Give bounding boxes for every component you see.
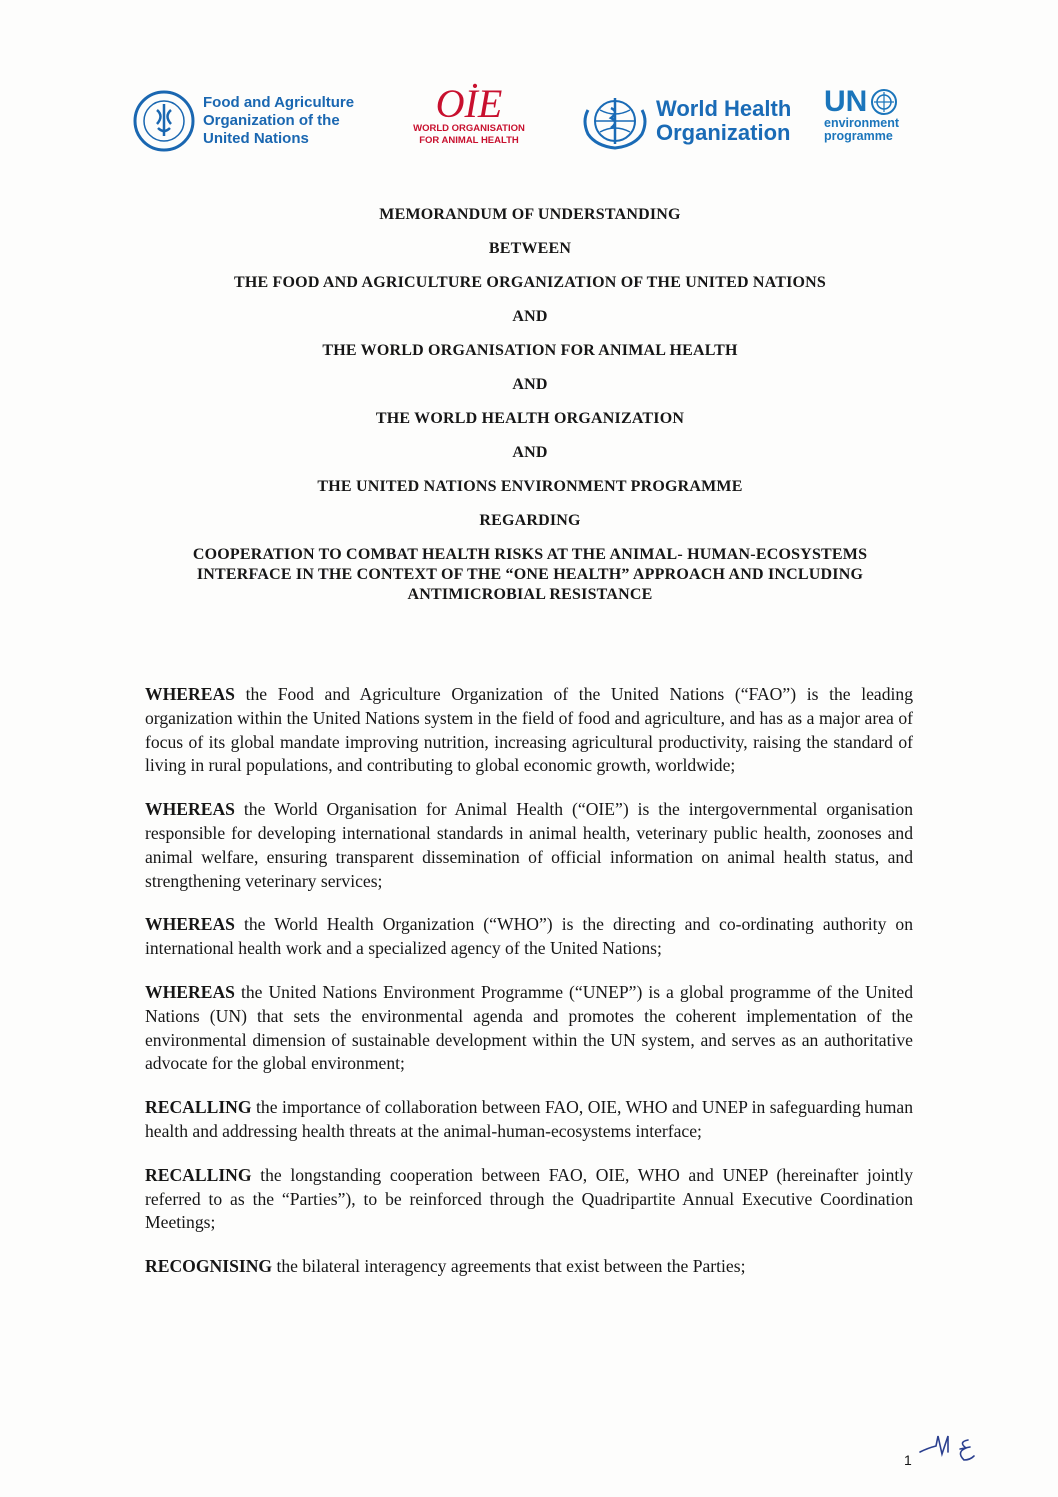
oie-mark: OİE bbox=[435, 81, 503, 126]
oie-name-line: WORLD ORGANISATION bbox=[413, 123, 525, 134]
title-line: THE UNITED NATIONS ENVIRONMENT PROGRAMME bbox=[317, 478, 743, 495]
title-line: AND bbox=[512, 444, 548, 461]
clause bbox=[145, 913, 913, 961]
clause-text: the importance of collaboration between FAO, OIE, WHO and UNEP in safeguarding human health and addressing health threats at the animal-human-ecosystems interface; bbox=[145, 1097, 913, 1141]
clause-text: the bilateral interagency agreements that exist between the Parties; bbox=[272, 1256, 746, 1277]
clause-text: the longstanding cooperation between FAO, OIE, WHO and UNEP (hereinafter jointly referred to as the “Parties”), to be reinforced through the Quadripartite Annual Executive Coordination Meetings; bbox=[145, 1164, 913, 1233]
document-title bbox=[140, 205, 920, 605]
clause bbox=[145, 1164, 913, 1235]
handwritten-initials bbox=[918, 1430, 998, 1470]
title-line: THE FOOD AND AGRICULTURE ORGANIZATION OF THE UNITED NATIONS bbox=[233, 274, 827, 291]
title-line: AND bbox=[512, 376, 548, 393]
logo-bar bbox=[0, 81, 1058, 155]
clause bbox=[145, 981, 913, 1076]
clause bbox=[145, 1096, 913, 1144]
clause bbox=[145, 683, 913, 778]
title-line: AND bbox=[512, 308, 548, 325]
clause-lead: WHEREAS bbox=[145, 684, 235, 704]
who-name-line: Organization bbox=[656, 120, 791, 145]
who-emblem-icon bbox=[580, 90, 650, 152]
unep-name bbox=[824, 117, 899, 143]
unep-logo bbox=[824, 87, 899, 143]
clause-lead: WHEREAS bbox=[145, 914, 235, 935]
un-emblem-icon bbox=[870, 88, 898, 116]
clause-text: the United Nations Environment Programme (“UNEP”) is a global programme of the United Nations (UN) that sets the environmental agenda and promotes the coherent implementation of the environmental dimension of sustainable development within the UN system, and serves as an authoritative advocate for the global environment; bbox=[145, 981, 913, 1074]
un-mark: UN bbox=[824, 85, 868, 118]
oie-logo bbox=[404, 81, 534, 147]
clause bbox=[145, 1255, 913, 1279]
title-line: THE WORLD ORGANISATION FOR ANIMAL HEALTH bbox=[322, 342, 738, 359]
clause-lead: RECALLING bbox=[145, 1164, 252, 1185]
clause-lead: WHEREAS bbox=[145, 981, 235, 1002]
title-line: MEMORANDUM OF UNDERSTANDING bbox=[379, 206, 681, 223]
clause-lead: WHEREAS bbox=[145, 799, 235, 820]
who-name-line: World Health bbox=[656, 96, 792, 121]
clause bbox=[145, 798, 913, 893]
fao-name-line: Organization of the bbox=[203, 112, 340, 129]
title-line: COOPERATION TO COMBAT HEALTH RISKS AT THE ANIMAL- HUMAN-ECOSYSTEMS INTERFACE IN THE CONTEXT OF THE “ONE HEALTH” APPROACH AND INCLUDING ANTIMICROBIAL RESISTANCE bbox=[192, 546, 868, 603]
clause-lead: RECOGNISING bbox=[145, 1256, 273, 1277]
clause-lead: RECALLING bbox=[145, 1097, 252, 1118]
unep-name-line: programme bbox=[824, 129, 893, 143]
who-logo bbox=[580, 90, 791, 152]
page-number: 1 bbox=[904, 1452, 912, 1468]
title-line: THE WORLD HEALTH ORGANIZATION bbox=[375, 410, 685, 427]
title-line: REGARDING bbox=[479, 512, 581, 529]
oie-name bbox=[413, 123, 525, 147]
fao-name-line: United Nations bbox=[203, 130, 309, 147]
fao-name-line: Food and Agriculture bbox=[203, 94, 355, 111]
fao-emblem-icon bbox=[133, 90, 195, 152]
clause-text: the Food and Agriculture Organization of the United Nations (“FAO”) is the leading organization within the United Nations system in the field of food and agriculture, and has as a major area of focus of its global mandate improving nutrition, increasing agricultural productivity, raising the standard of living in rural populations, and contributing to global economic growth, worldwide; bbox=[145, 684, 913, 776]
unep-name-line: environment bbox=[824, 116, 900, 130]
fao-logo bbox=[133, 90, 354, 152]
fao-name bbox=[203, 94, 354, 148]
preamble-clauses bbox=[145, 683, 913, 1299]
who-name bbox=[656, 97, 791, 145]
title-line: BETWEEN bbox=[488, 240, 572, 257]
oie-name-line: FOR ANIMAL HEALTH bbox=[419, 135, 519, 146]
clause-text: the World Health Organization (“WHO”) is the directing and co-ordinating authority on international health work and a specialized agency of the United Nations; bbox=[145, 914, 913, 959]
clause-text: the World Organisation for Animal Health (“OIE”) is the intergovernmental organisation responsible for developing international standards in animal health, veterinary public health, zoonoses and animal welfare, ensuring transparent dissemination of official information on animal health status, and strengthening veterinary services; bbox=[145, 799, 913, 891]
